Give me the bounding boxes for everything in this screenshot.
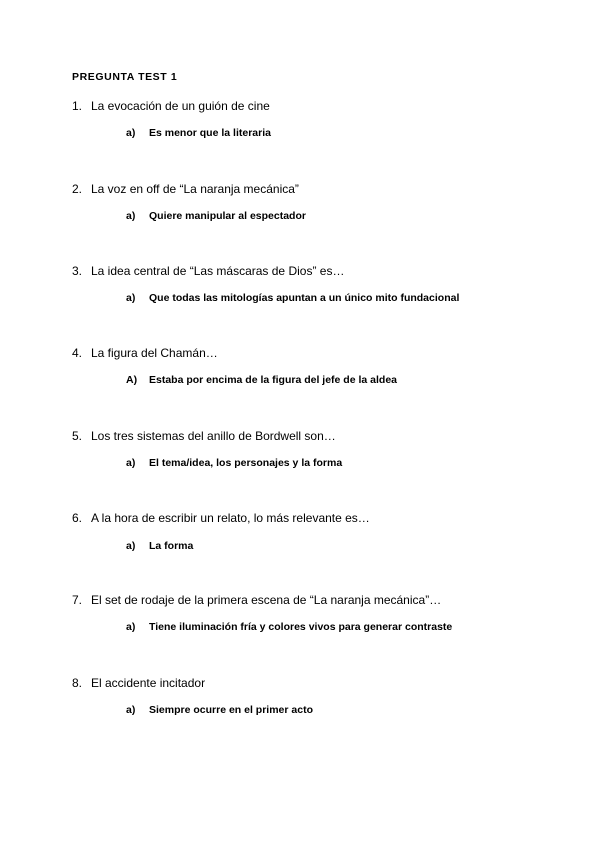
question-text: La figura del Chamán… xyxy=(91,346,218,360)
question-7 xyxy=(72,593,441,607)
answer-text: Siempre ocurre en el primer acto xyxy=(149,704,313,716)
question-number: 8. xyxy=(72,676,83,690)
answer-7 xyxy=(126,621,452,634)
answer-text: Quiere manipular al espectador xyxy=(149,210,306,222)
question-text: El accidente incitador xyxy=(91,676,206,690)
question-2 xyxy=(72,182,299,196)
answer-letter: a) xyxy=(126,127,136,139)
page-title: PREGUNTA TEST 1 xyxy=(72,71,178,83)
question-5 xyxy=(72,429,336,443)
answer-letter: A) xyxy=(126,374,138,386)
answer-text: La forma xyxy=(149,540,194,552)
answer-5 xyxy=(126,457,342,470)
answer-text: El tema/idea, los personajes y la forma xyxy=(149,457,343,469)
answer-letter: a) xyxy=(126,210,136,222)
question-3 xyxy=(72,264,344,278)
question-text: La evocación de un guión de cine xyxy=(91,99,270,113)
question-8 xyxy=(72,676,205,690)
question-number: 4. xyxy=(72,346,83,360)
question-number: 1. xyxy=(72,99,83,113)
answer-2 xyxy=(126,210,306,223)
answer-text: Que todas las mitologías apuntan a un único mito fundacional xyxy=(149,292,460,304)
answer-letter: a) xyxy=(126,704,136,716)
question-number: 7. xyxy=(72,593,83,607)
answer-letter: a) xyxy=(126,292,136,304)
question-4 xyxy=(72,346,218,360)
question-text: Los tres sistemas del anillo de Bordwell son… xyxy=(91,429,336,443)
answer-6 xyxy=(126,540,193,553)
answer-letter: a) xyxy=(126,540,136,552)
answer-text: Es menor que la literaria xyxy=(149,127,271,139)
question-6 xyxy=(72,511,370,525)
question-text: A la hora de escribir un relato, lo más relevante es… xyxy=(91,511,370,525)
question-number: 6. xyxy=(72,511,83,525)
answer-letter: a) xyxy=(126,621,136,633)
answer-8 xyxy=(126,704,313,717)
answer-text: Estaba por encima de la figura del jefe de la aldea xyxy=(149,374,398,386)
question-number: 5. xyxy=(72,429,83,443)
question-number: 3. xyxy=(72,264,83,278)
answer-3 xyxy=(126,292,459,305)
question-text: La idea central de “Las máscaras de Dios” es… xyxy=(91,264,345,278)
question-1 xyxy=(72,99,270,113)
question-text: La voz en off de “La naranja mecánica” xyxy=(91,182,299,196)
question-number: 2. xyxy=(72,182,83,196)
answer-1 xyxy=(126,127,271,140)
question-text: El set de rodaje de la primera escena de “La naranja mecánica”… xyxy=(91,593,442,607)
answer-letter: a) xyxy=(126,457,136,469)
answer-4 xyxy=(126,374,397,387)
answer-text: Tiene iluminación fría y colores vivos para generar contraste xyxy=(149,621,453,633)
